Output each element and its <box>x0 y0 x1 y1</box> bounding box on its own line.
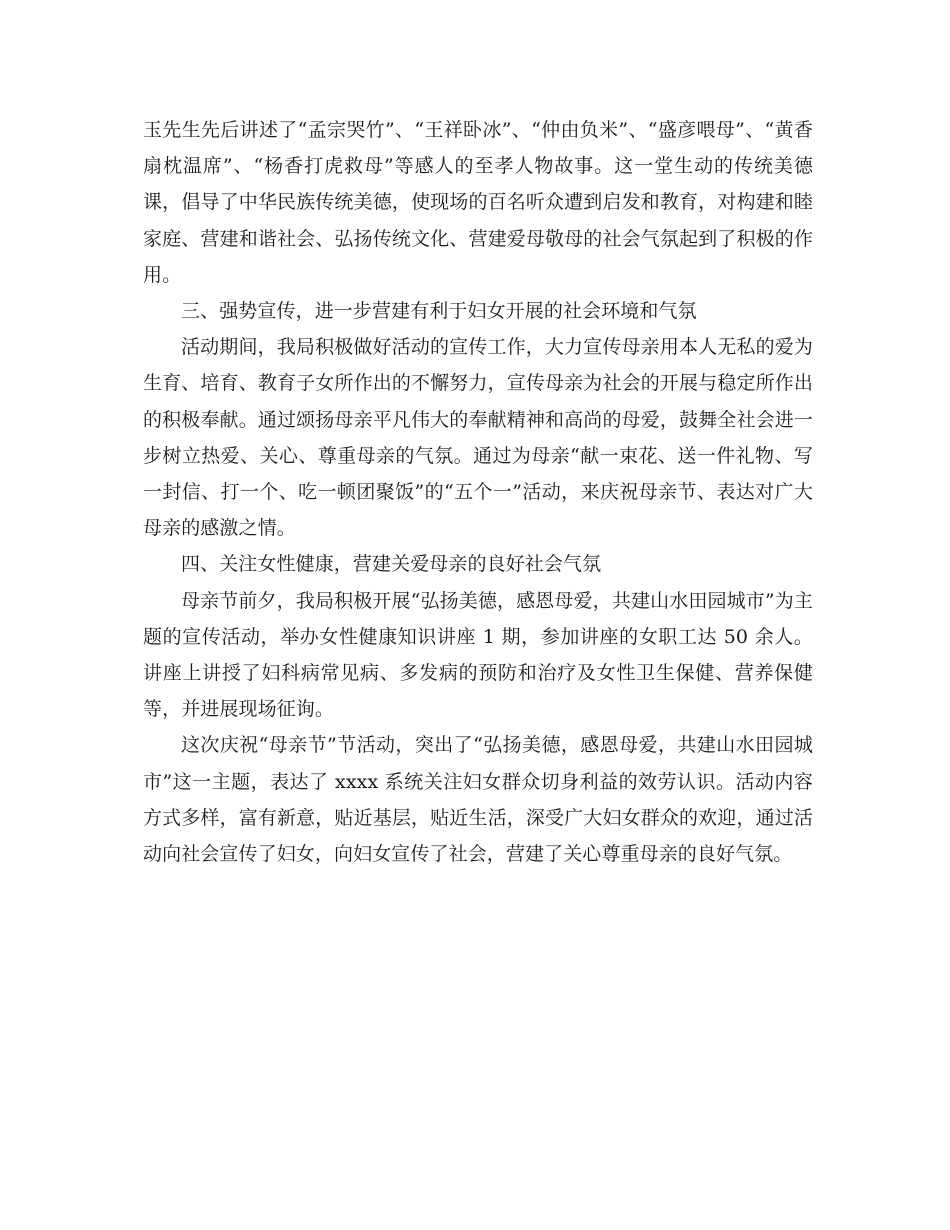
document-body <box>143 112 813 872</box>
paragraph-publicity: 活动期间，我局积极做好活动的宣传工作，大力宣传母亲用本人无私的爱为生育、培育、教育子女所作出的不懈努力，宣传母亲为社会的开展与稳定所作出的积极奉献。通过颂扬母亲平凡伟大的奉献精神和高尚的母爱，鼓舞全社会进一步树立热爱、关心、尊重母亲的气氛。通过为母亲“献一束花、送一件礼物、写一封信、打一个、吃一顿团聚饭”的“五个一”活动，来庆祝母亲节、表达对广大母亲的感激之情。 <box>143 336 813 540</box>
section-heading-health: 四、关注女性健康，营建关爱母亲的良好社会气氛 <box>181 553 602 576</box>
paragraph-conclusion: 这次庆祝“母亲节”节活动，突出了“弘扬美德，感恩母爱，共建山水田园城市”这一主题，表达了 xxxx 系统关注妇女群众切身利益的效劳认识。活动内容方式多样，富有新意，贴近基层，贴近生活，深受广大妇女群众的欢迎，通过活动向社会宣传了妇女，向妇女宣传了社会，营建了关心尊重母亲的良好气氛。 <box>143 734 813 866</box>
section-heading-publicity: 三、强势宣传，进一步营建有利于妇女开展的社会环境和气氛 <box>181 300 697 323</box>
paragraph-story-summary: 玉先生先后讲述了“孟宗哭竹”、“王祥卧冰”、“仲由负米”、“盛彦喂母”、“黄香扇枕温席”、“杨香打虎救母”等感人的至孝人物故事。这一堂生动的传统美德课，倡导了中华民族传统美德，使现场的百名听众遭到启发和教育，对构建和睦家庭、营建和谐社会、弘扬传统文化、营建爱母敬母的社会气氛起到了积极的作用。 <box>143 119 813 286</box>
paragraph-health-lecture: 母亲节前夕，我局积极开展“弘扬美德，感恩母爱，共建山水田园城市”为主题的宣传活动，举办女性健康知识讲座 1 期，参加讲座的女职工达 50 余人。讲座上讲授了妇科病常见病、多发病的预防和治疗及女性卫生保健、营养保健等，并进展现场征询。 <box>143 589 813 721</box>
